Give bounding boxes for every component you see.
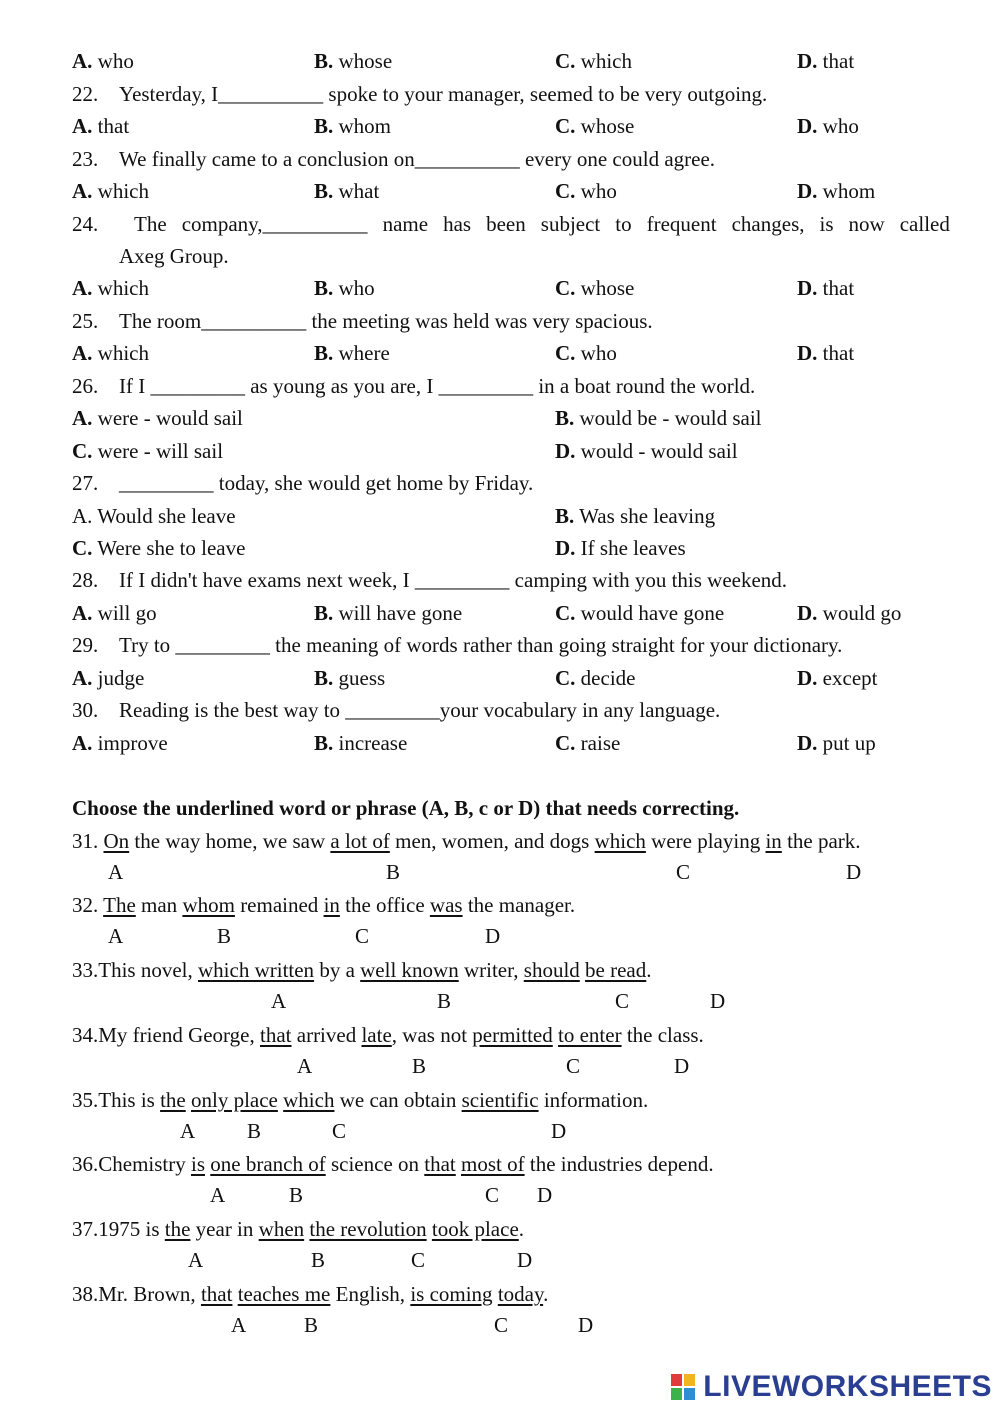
correction-sentence (0, 1148, 1000, 1180)
q28-option-b[interactable]: B. will have gone (314, 601, 463, 625)
q24-number: 24. (72, 212, 99, 236)
sentence-text (72, 1084, 648, 1116)
answer-label[interactable]: A (108, 924, 124, 948)
q23-option-a[interactable]: A. which (72, 179, 149, 203)
q27-options-row2 (0, 532, 1000, 564)
q24-word: The (134, 212, 167, 236)
q29-question (0, 629, 1000, 661)
q22-text: Yesterday, I__________ spoke to your manager, seemed to be very outgoing. (119, 82, 768, 106)
q25-option-c[interactable]: C. who (555, 341, 617, 365)
q23-option-d[interactable]: D. whom (797, 179, 876, 203)
q21-option-a[interactable]: A. who (72, 49, 134, 73)
underlined-phrase[interactable]: which written (198, 958, 315, 982)
answer-labels (0, 1115, 1000, 1147)
q28-question (0, 564, 1000, 596)
sentence-fragment: writer, (458, 958, 524, 982)
q26-number: 26. (72, 374, 99, 398)
q29-text: Try to _________ the meaning of words rather than going straight for your dictionary. (119, 633, 843, 657)
q22-question (0, 78, 1000, 110)
sentence-fragment: the park. (781, 829, 861, 853)
sentence-fragment: 35.This is (72, 1088, 161, 1112)
underlined-phrase[interactable]: only place (191, 1088, 278, 1112)
section-heading-row (0, 792, 1000, 824)
answer-label[interactable]: A (271, 989, 287, 1013)
sentence-fragment: 31. (72, 829, 104, 853)
answer-label[interactable]: A (210, 1183, 226, 1207)
underlined-phrase[interactable]: in (765, 829, 782, 853)
sentence-fragment: the class. (621, 1023, 704, 1047)
q22-option-a[interactable]: A. that (72, 114, 130, 138)
sentence-text (72, 1148, 714, 1180)
underlined-phrase[interactable]: a lot of (330, 829, 390, 853)
q29-option-a[interactable]: A. judge (72, 666, 145, 690)
answer-label[interactable]: B (311, 1248, 326, 1272)
sentence-fragment: . (518, 1217, 525, 1241)
q26-text: If I _________ as young as you are, I _________ in a boat round the world. (119, 374, 756, 398)
q27-options-row1 (0, 500, 1000, 532)
underlined-phrase[interactable]: should (523, 958, 580, 982)
underlined-phrase[interactable]: to enter (558, 1023, 622, 1047)
q28-number: 28. (72, 568, 99, 592)
underlined-phrase[interactable]: that (424, 1152, 456, 1176)
q26-option-c[interactable]: C. were - will sail (72, 439, 224, 463)
sentence-fragment: arrived (291, 1023, 362, 1047)
underlined-phrase[interactable]: teaches me (237, 1282, 331, 1306)
answer-label[interactable]: A (108, 860, 124, 884)
answer-label[interactable]: D (485, 924, 501, 948)
underlined-phrase[interactable]: the revolution (309, 1217, 427, 1241)
q24-word: changes, (731, 212, 805, 236)
sentence-fragment: 37.1975 is (72, 1217, 165, 1241)
underlined-phrase[interactable]: scientific (461, 1088, 539, 1112)
sentence-fragment: year in (190, 1217, 259, 1241)
q24-word: to (615, 212, 632, 236)
answer-labels (0, 1050, 1000, 1082)
answer-labels (0, 1244, 1000, 1276)
section-heading: Choose the underlined word or phrase (A, B, c or D) that needs correcting. (72, 796, 740, 820)
answer-label[interactable]: D (517, 1248, 533, 1272)
underlined-phrase[interactable]: which (594, 829, 646, 853)
q28-option-d[interactable]: D. would go (797, 601, 902, 625)
q23-question (0, 143, 1000, 175)
q28-option-a[interactable]: A. will go (72, 601, 157, 625)
q30-option-a[interactable]: A. improve (72, 731, 168, 755)
q24-word: has (443, 212, 472, 236)
underlined-phrase[interactable]: that (260, 1023, 292, 1047)
answer-label[interactable]: C (615, 989, 630, 1013)
sentence-text (72, 1213, 524, 1245)
underlined-phrase[interactable]: late (361, 1023, 392, 1047)
answer-label[interactable]: B (412, 1054, 427, 1078)
q21-option-d[interactable]: D. that (797, 49, 855, 73)
answer-label[interactable]: C (494, 1313, 509, 1337)
q22-number: 22. (72, 82, 99, 106)
q27-number: 27. (72, 471, 99, 495)
correction-sentence (0, 1213, 1000, 1245)
underlined-phrase[interactable]: well known (360, 958, 459, 982)
sentence-text (72, 1019, 704, 1051)
q30-text: Reading is the best way to _________your vocabulary in any language. (119, 698, 721, 722)
answer-label[interactable]: B (437, 989, 452, 1013)
q26-option-a[interactable]: A. were - would sail (72, 406, 243, 430)
q21-option-c[interactable]: C. which (555, 49, 632, 73)
answer-label[interactable]: A (297, 1054, 313, 1078)
sentence-fragment: 33.This novel, (72, 958, 198, 982)
underlined-phrase[interactable]: took place (431, 1217, 519, 1241)
q29-option-b[interactable]: B. guess (314, 666, 386, 690)
answer-labels (0, 856, 1000, 888)
q26-option-d[interactable]: D. would - would sail (555, 439, 738, 463)
q25-option-b[interactable]: B. where (314, 341, 390, 365)
answer-label[interactable]: D (846, 860, 862, 884)
answer-labels (0, 1309, 1000, 1341)
q30-options (0, 727, 1000, 759)
q21-options (0, 45, 1000, 77)
underlined-phrase[interactable]: is coming (410, 1282, 493, 1306)
q25-option-a[interactable]: A. which (72, 341, 149, 365)
answer-label[interactable]: C (332, 1119, 347, 1143)
underlined-phrase[interactable]: is (191, 1152, 206, 1176)
q25-number: 25. (72, 309, 99, 333)
underlined-phrase[interactable]: permitted (472, 1023, 553, 1047)
sentence-text (72, 825, 861, 857)
sentence-fragment: were playing (645, 829, 766, 853)
q24-text-cont: Axeg Group. (119, 244, 229, 268)
correction-sentence (0, 889, 1000, 921)
q22-option-b[interactable]: B. whom (314, 114, 392, 138)
q30-option-b[interactable]: B. increase (314, 731, 408, 755)
correction-sentence (0, 1278, 1000, 1310)
answer-label[interactable]: B (217, 924, 232, 948)
q25-question (0, 305, 1000, 337)
liveworksheets-logo (671, 1367, 992, 1407)
q29-option-d[interactable]: D. except (797, 666, 878, 690)
correction-sentence (0, 825, 1000, 857)
q23-option-b[interactable]: B. what (314, 179, 380, 203)
sentence-fragment: , was not (391, 1023, 473, 1047)
sentence-fragment: information. (538, 1088, 649, 1112)
underlined-phrase[interactable]: today (497, 1282, 544, 1306)
sentence-fragment: 36.Chemistry (72, 1152, 191, 1176)
q25-options (0, 337, 1000, 369)
correction-sentence (0, 954, 1000, 986)
q27-text: _________ today, she would get home by Friday. (119, 471, 534, 495)
q22-option-d[interactable]: D. who (797, 114, 859, 138)
q23-text: We finally came to a conclusion on__________ every one could agree. (119, 147, 716, 171)
underlined-phrase[interactable]: the (164, 1217, 191, 1241)
answer-label[interactable]: C (566, 1054, 581, 1078)
q26-options-row2 (0, 435, 1000, 467)
q24-option-c[interactable]: C. whose (555, 276, 635, 300)
underlined-phrase[interactable]: On (103, 829, 130, 853)
sentence-fragment: remained (234, 893, 324, 917)
sentence-fragment: . (646, 958, 652, 982)
underlined-phrase[interactable]: one branch of (210, 1152, 326, 1176)
sentence-fragment: men, women, and dogs (389, 829, 595, 853)
q28-options (0, 597, 1000, 629)
q24-word: now (848, 212, 885, 236)
q24-options (0, 272, 1000, 304)
sentence-fragment: 32. (72, 893, 104, 917)
q24-word: company,__________ (181, 212, 368, 236)
answer-label[interactable]: B (289, 1183, 304, 1207)
answer-label[interactable]: A (180, 1119, 196, 1143)
answer-labels (0, 985, 1000, 1017)
q24-option-d[interactable]: D. that (797, 276, 855, 300)
q23-number: 23. (72, 147, 99, 171)
q24-word: subject (540, 212, 601, 236)
answer-label[interactable]: D (578, 1313, 594, 1337)
answer-label[interactable]: C (485, 1183, 500, 1207)
q27-question (0, 467, 1000, 499)
sentence-fragment: the way home, we saw (129, 829, 331, 853)
underlined-phrase[interactable]: which (283, 1088, 335, 1112)
sentence-text (72, 889, 575, 921)
sentence-fragment: the industries depend. (524, 1152, 714, 1176)
q21-option-b[interactable]: B. whose (314, 49, 393, 73)
sentence-fragment: we can obtain (334, 1088, 462, 1112)
q28-text: If I didn't have exams next week, I _________ camping with you this weekend. (119, 568, 788, 592)
underlined-phrase[interactable]: most of (461, 1152, 525, 1176)
correction-sentence (0, 1019, 1000, 1051)
sentence-fragment: English, (330, 1282, 411, 1306)
sentence-text (72, 954, 652, 986)
q28-option-c[interactable]: C. would have gone (555, 601, 725, 625)
sentence-fragment: the office (339, 893, 430, 917)
sentence-fragment: man (135, 893, 183, 917)
underlined-phrase[interactable]: in (323, 893, 340, 917)
sentence-text (72, 1278, 548, 1310)
logo-icon (671, 1372, 697, 1402)
sentence-fragment: science on (325, 1152, 425, 1176)
q29-number: 29. (72, 633, 99, 657)
q25-text: The room__________ the meeting was held was very spacious. (119, 309, 653, 333)
answer-label[interactable]: B (386, 860, 401, 884)
underlined-phrase[interactable]: whom (182, 893, 235, 917)
q30-question (0, 694, 1000, 726)
q24-word: frequent (646, 212, 717, 236)
q26-options-row1 (0, 402, 1000, 434)
answer-label[interactable]: C (676, 860, 691, 884)
q24-word: is (819, 212, 834, 236)
q27-option-a[interactable]: A. Would she leave (72, 504, 236, 528)
q23-options (0, 175, 1000, 207)
q26-question (0, 370, 1000, 402)
underlined-phrase[interactable]: The (103, 893, 136, 917)
q24-word: called (899, 212, 950, 236)
sentence-fragment: . (543, 1282, 549, 1306)
q30-option-c[interactable]: C. raise (555, 731, 621, 755)
q23-option-c[interactable]: C. who (555, 179, 617, 203)
sentence-fragment: by a (314, 958, 361, 982)
q24-word: been (486, 212, 526, 236)
answer-label[interactable]: A (231, 1313, 247, 1337)
q22-option-c[interactable]: C. whose (555, 114, 635, 138)
q24-continuation (0, 240, 1000, 272)
q24-option-a[interactable]: A. which (72, 276, 149, 300)
answer-label[interactable]: C (355, 924, 370, 948)
q29-option-c[interactable]: C. decide (555, 666, 636, 690)
sentence-fragment: the manager. (462, 893, 576, 917)
q27-option-c[interactable]: C. Were she to leave (72, 536, 246, 560)
answer-label[interactable]: D (551, 1119, 567, 1143)
q27-option-d[interactable]: D. If she leaves (555, 536, 686, 560)
sentence-fragment: 34.My friend George, (72, 1023, 260, 1047)
underlined-phrase[interactable]: the (160, 1088, 186, 1112)
underlined-phrase[interactable]: when (258, 1217, 305, 1241)
q26-option-b[interactable]: B. would be - would sail (555, 406, 762, 430)
answer-labels (0, 920, 1000, 952)
answer-label[interactable]: D (674, 1054, 690, 1078)
underlined-phrase[interactable]: be read (585, 958, 647, 982)
answer-label[interactable]: D (710, 989, 726, 1013)
q24-word: name (382, 212, 429, 236)
answer-labels (0, 1179, 1000, 1211)
q24-question (0, 208, 1000, 240)
q24-option-b[interactable]: B. who (314, 276, 375, 300)
logo-text: LIVEWORKSHEETS (703, 1370, 992, 1403)
q27-option-b[interactable]: B. Was she leaving (555, 504, 716, 528)
answer-label[interactable]: C (411, 1248, 426, 1272)
answer-label[interactable]: B (304, 1313, 319, 1337)
answer-label[interactable]: B (247, 1119, 262, 1143)
q24-text (72, 208, 950, 240)
underlined-phrase[interactable]: that (200, 1282, 233, 1306)
q30-option-d[interactable]: D. put up (797, 731, 876, 755)
correction-sentence (0, 1084, 1000, 1116)
underlined-phrase[interactable]: was (429, 893, 463, 917)
sentence-fragment: 38.Mr. Brown, (72, 1282, 201, 1306)
q30-number: 30. (72, 698, 99, 722)
answer-label[interactable]: D (537, 1183, 553, 1207)
answer-label[interactable]: A (188, 1248, 204, 1272)
q29-options (0, 662, 1000, 694)
q25-option-d[interactable]: D. that (797, 341, 855, 365)
q22-options (0, 110, 1000, 142)
